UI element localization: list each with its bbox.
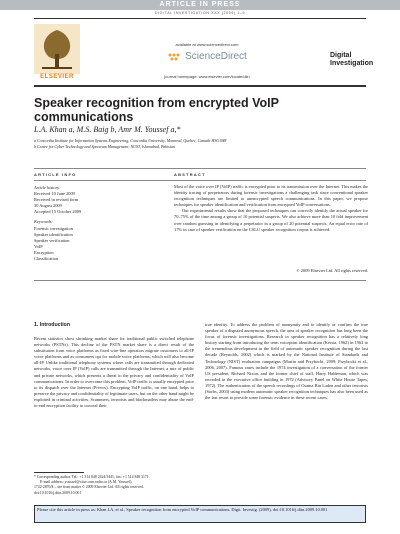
history-line: Accepted 15 October 2009 — [34, 209, 82, 215]
sciencedirect-logo — [88, 51, 326, 62]
section-heading-introduction: 1. Introduction — [34, 322, 71, 328]
journal-logo-line1: Digital — [330, 52, 352, 59]
affiliation-a: a Concordia Institute for Information Systems Engineering, Concordia University, Montreal, Quebec, Canada H3G1M8 — [34, 138, 227, 143]
abstract-heading: ABSTRACT — [174, 172, 206, 177]
journal-logo-line2: Investigation — [330, 60, 374, 67]
copyright-notice: © 2009 Elsevier Ltd. All rights reserved. — [296, 268, 368, 273]
divider — [34, 168, 366, 169]
digital-investigation-logo — [330, 52, 374, 68]
elsevier-tree-logo-icon — [34, 24, 80, 74]
divider — [34, 18, 366, 19]
article-in-press-banner: ARTICLE IN PRESS — [0, 0, 400, 10]
keywords-label: Keywords: — [34, 219, 53, 225]
keyword: Forensic investigation — [34, 225, 73, 231]
body-text-right-column: true identity. To address the problem of anonymity and to identify or confirm the true speaker of a disputed anonymous speech, the area of speaker recognition has long been the focus of forensic investigations. Research in speaker recognition has a relatively long history starting from introducing the term voiceprint identification (Kersta, 1962) in 1962 to the tremendous development in the field of automatic speaker recognition during the last decade (Reynolds, 2002) which is marked by the National Institute of Standards and Technology (NIST) evaluation campaigns (Martin and Przybocki, 2009; Przybocki et al., 2006, 2007). Famous cases include the 1974 investigation of a conversation of the former US president, Richard Nixon, and the former chief of staff, Harry Haldeman, which was recorded in the executive office building in 1972 (Advisory Panel on White House Tapes, 1972). The authentication of the speech recordings of Osama Bin Laden and other terrorists (Sachs, 2003) using modern automatic speaker recognition techniques has also been used as the last resort to provide some forensic evidence in these recent cases. — [205, 322, 368, 401]
keyword: Speaker identification — [34, 231, 73, 237]
body-text-left-column: Recent statistics show shrinking market share for traditional public switched telephone networks (PSTNs). This decline of the PSTN market share is a direct result of the substitution from voice platforms as fixed wire-line operators migrate customers to all-IP voice platforms and as consumers opt for mobile voice platforms, which will also become all-IP. Unlike traditional telephony systems where calls are transmitted through dedicated networks, voice over IP (VoIP) calls are transmitted through the Internet, a mix of public and private networks, which presents a threat to the privacy and confidentiality of VoIP communications. In order to overcome this problem, VoIP traffic is usually encrypted prior to its dispatch over the Internet (Provos). Encrypting VoIP traffic, on one hand, helps to preserve the privacy and confidentiality of legitimate users, but on the other hand might be exploited in criminal activities. Scammers, terrorists and blackmailers may abuse the end-to-end encryption facility to conceal their — [34, 336, 194, 409]
issn-note: 1742-2876/$ – see front matter © 2009 Elsevier Ltd. All rights reserved. — [34, 485, 144, 490]
abstract-paragraph: Our experimental results show that the proposed techniques can correctly identify the actual speaker for 70–75% of the time among a group of 10 potential suspects. We also achieve more than 10 fold improvement over random guessing in identifying a perpetrator in a group of 20 potential suspects. An equal error rate of 17% in case of speaker verification on the CSLU speaker recognition corpus is achieved. — [174, 208, 368, 232]
divider — [34, 180, 366, 181]
journal-running-header: DIGITAL INVESTIGATION XXX (2009) 1–9 — [154, 11, 246, 15]
footnote-divider — [34, 472, 84, 473]
footnotes — [34, 475, 204, 496]
article-info-heading: ARTICLE INFO — [34, 172, 77, 177]
history-line: Received in revised form — [34, 197, 79, 203]
journal-masthead — [88, 26, 326, 79]
corresponding-author-note: * Corresponding author. Tel.: +1 514 848 2424/5441; fax: +1 514 848 3171. — [34, 475, 150, 479]
abstract-body — [174, 184, 368, 233]
keyword: VoIP — [34, 243, 43, 249]
citation-box: Please cite this article in press as: Khan LA, et al., Speaker recognition from encrypted VoIP communications, Digit. Investig. (2009), doi:10.1016/j.diin.2009.10.001 — [34, 505, 366, 523]
journal-homepage-link[interactable]: journal homepage: www.elsevier.com/locate/diin — [164, 74, 250, 79]
divider — [34, 85, 366, 87]
history-label: Article history: — [34, 185, 61, 190]
affiliation-b: b Centre for Cyber Technology and Spectrum Management, NUST, Islamabad, Pakistan — [34, 144, 175, 149]
article-info — [34, 185, 154, 262]
divider — [34, 280, 366, 281]
keyword: Classification — [34, 256, 59, 262]
history-line: Received 10 June 2009 — [34, 191, 75, 197]
available-at-text: available at www.sciencedirect.com — [175, 42, 239, 47]
article-title: Speaker recognition from encrypted VoIP communications — [34, 96, 279, 124]
keyword: Speaker verification — [34, 237, 70, 243]
email-note[interactable]: E-mail address: youssef@ciise.concordia.ca (A.M. Youssef). — [40, 480, 133, 485]
abstract-paragraph: Most of the voice over IP (VoIP) traffic is encrypted prior to its transmission over the Internet. This makes the identity tracing of perpetrators during forensic investigations a challenging task since conventional speaker recognition techniques are limited to unencrypted speech communications. In this paper, we propose techniques for speaker identification and verification from encrypted VoIP conversations. — [174, 184, 368, 208]
keyword: Encryption — [34, 249, 54, 255]
publisher-name: ELSEVIER — [40, 74, 74, 80]
sciencedirect-dots-icon — [167, 52, 181, 62]
history-line: 30 August 2009 — [34, 203, 62, 209]
author-list: L.A. Khan a, M.S. Baig b, Amr M. Youssef a,* — [34, 125, 181, 134]
sciencedirect-name: ScienceDirect — [185, 51, 247, 62]
doi-note[interactable]: doi:10.1016/j.diin.2009.10.001 — [34, 490, 82, 495]
